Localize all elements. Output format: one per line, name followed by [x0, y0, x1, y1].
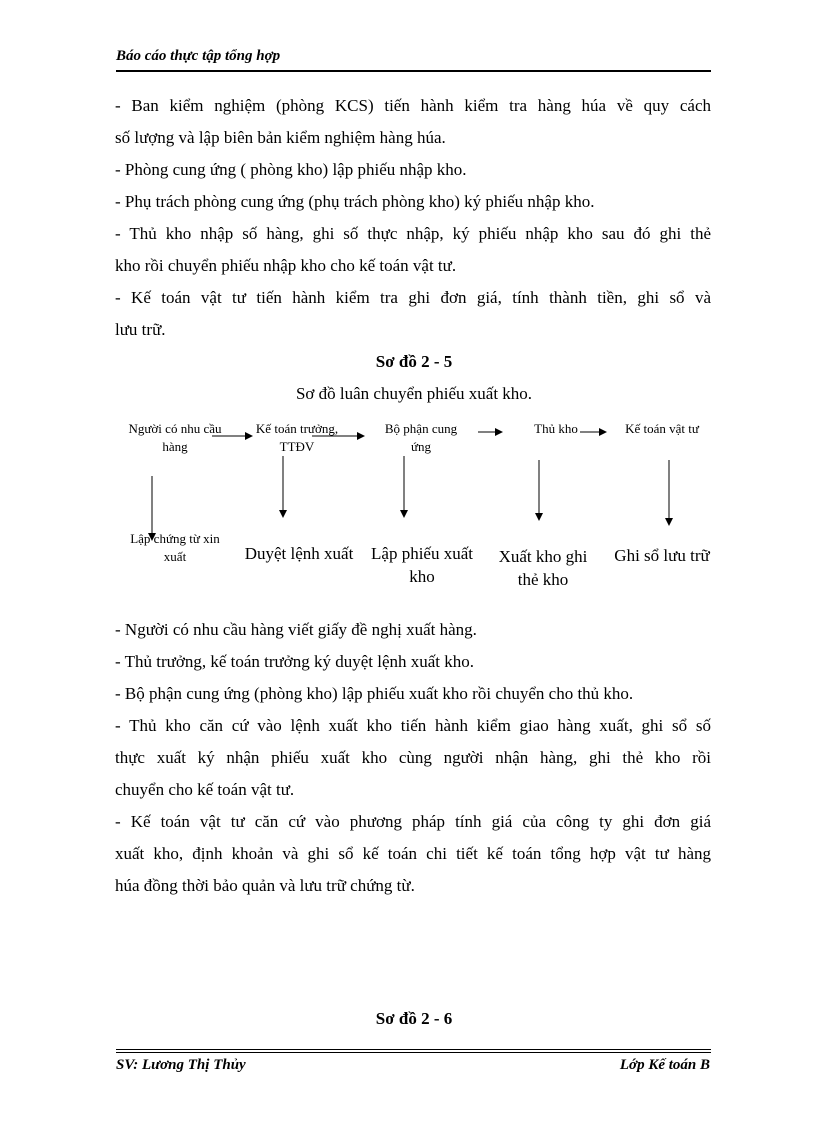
- node-line: Kế toán vật tư: [625, 421, 699, 436]
- node-line: kho: [409, 567, 435, 586]
- outro-line: - Người có nhu cầu hàng viết giấy đề nghị xuất hàng.: [115, 620, 477, 639]
- intro-line: - Phụ trách phòng cung ứng (phụ trách phòng kho) ký phiếu nhập kho.: [115, 192, 595, 211]
- node-line: Xuất kho ghi: [498, 547, 588, 566]
- node-line: Lập phiếu xuất: [371, 544, 473, 563]
- intro-line: lưu trữ.: [115, 320, 166, 339]
- diagram-subtitle: Sơ đồ luân chuyển phiếu xuất kho.: [295, 384, 533, 403]
- node-line: Kế toán trưởng,: [255, 421, 339, 436]
- outro-line: chuyển cho kế toán vật tư.: [115, 780, 295, 799]
- intro-line: - Ban kiểm nghiệm (phòng KCS) tiến hành kiểm tra hàng húa về quy cách: [115, 96, 711, 115]
- node-line: Người có nhu cầu: [128, 421, 222, 436]
- node-line: Duyệt lệnh xuất: [244, 544, 354, 563]
- node-line: ứng: [410, 439, 432, 454]
- page-header-title: Báo cáo thực tập tổng hợp: [116, 48, 281, 64]
- intro-line: kho rồi chuyển phiếu nhập kho cho kế toán vật tư.: [115, 256, 457, 275]
- footer-class: Lớp Kế toán B: [619, 1057, 710, 1073]
- outro-line: - Bộ phận cung ứng (phòng kho) lập phiếu xuất kho rồi chuyển cho thủ kho.: [115, 684, 634, 703]
- node-line: TTĐV: [279, 439, 315, 454]
- node-line: Lập chứng từ xin: [130, 531, 220, 546]
- node-line: thẻ kho: [517, 570, 569, 589]
- intro-line: - Phòng cung ứng ( phòng kho) lập phiếu nhập kho.: [115, 160, 467, 179]
- footer-divider: [116, 1052, 711, 1053]
- intro-line: - Thủ kho nhập số hàng, ghi số thực nhập, ký phiếu nhập kho sau đó ghi thẻ: [115, 224, 711, 243]
- footer-divider: [116, 1049, 711, 1050]
- intro-line: số lượng và lập biên bản kiểm nghiệm hàng húa.: [115, 128, 446, 147]
- intro-line: - Kế toán vật tư tiến hành kiểm tra ghi đơn giá, tính thành tiền, ghi sổ và: [115, 288, 711, 307]
- next-diagram-title: Sơ đồ 2 - 6: [375, 1009, 453, 1028]
- outro-line: thực xuất ký nhận phiếu xuất kho cùng người nhận hàng, ghi thẻ kho rồi: [115, 748, 711, 767]
- node-line: Ghi sổ lưu trữ: [614, 546, 710, 565]
- outro-line: - Thủ kho căn cứ vào lệnh xuất kho tiến hành kiểm giao hàng xuất, ghi sổ số: [115, 716, 711, 735]
- node-line: Thủ kho: [534, 421, 578, 436]
- footer-student: SV: Lương Thị Thủy: [116, 1057, 246, 1073]
- outro-line: húa đồng thời bảo quản và lưu trữ chứng từ.: [115, 876, 415, 895]
- diagram-title: Sơ đồ 2 - 5: [375, 352, 453, 371]
- outro-text: [115, 614, 711, 902]
- node-line: Bộ phận cung: [384, 421, 458, 436]
- node-line: xuất: [163, 549, 187, 564]
- node-line: hàng: [162, 439, 188, 454]
- outro-line: - Kế toán vật tư căn cứ vào phương pháp tính giá của công ty ghi đơn giá: [115, 812, 711, 831]
- outro-line: - Thủ trưởng, kế toán trưởng ký duyệt lệnh xuất kho.: [115, 652, 475, 671]
- outro-line: xuất kho, định khoản và ghi sổ kế toán chi tiết kế toán tổng hợp vật tư hàng: [115, 844, 711, 863]
